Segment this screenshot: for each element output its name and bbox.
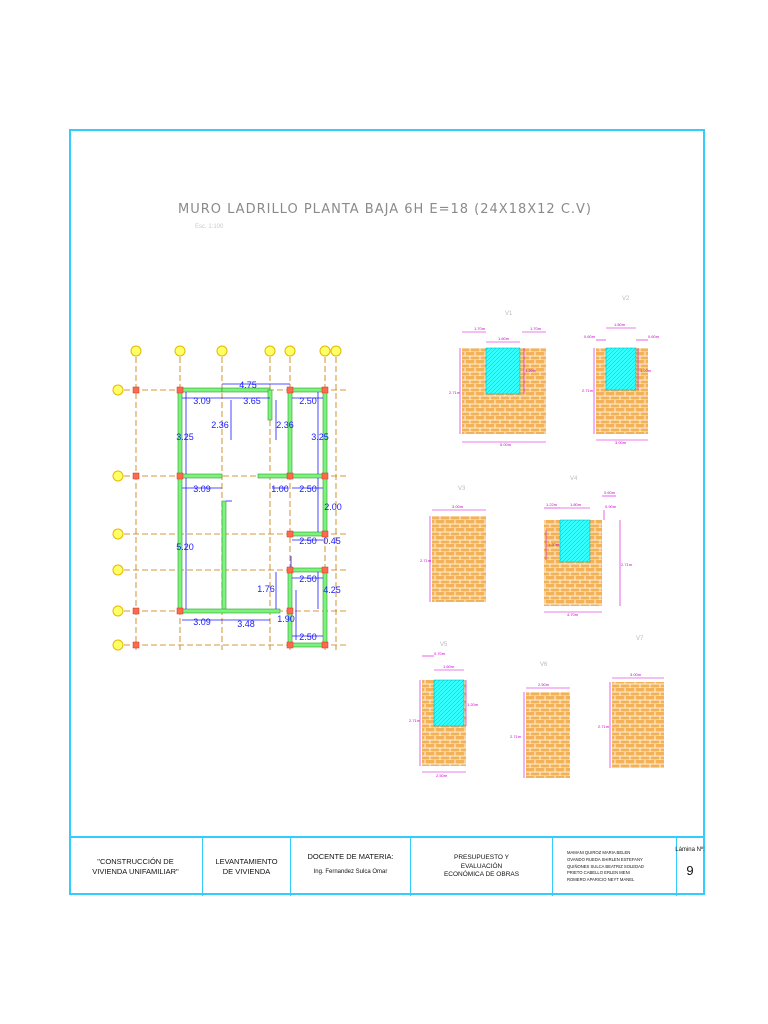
detail-dim: 1.70m (474, 326, 486, 331)
plan-scale-note: Esc. 1:100 (195, 224, 224, 230)
detail-label: V6 (540, 662, 548, 668)
detail-dim: 1.20m (548, 542, 560, 547)
sheet-cell (677, 838, 703, 896)
detail-dim: 2.71m (621, 562, 633, 567)
detail-dim: 1.80m (614, 322, 626, 327)
detail-dim: 2.71m (409, 718, 421, 723)
author-name: MAMANI QUIROZ MARIA BELEN (567, 850, 631, 856)
dim-label: 5.20 (176, 542, 194, 552)
dim-label: 2.36 (211, 420, 229, 430)
detail-label: V7 (636, 636, 644, 642)
detail-dim: 1.70m (530, 326, 542, 331)
authors-cell (553, 838, 677, 896)
detail-dim: 5.00m (500, 442, 512, 447)
detail-label: V3 (458, 486, 466, 492)
elevation-detail (409, 642, 479, 778)
detail-dim: 4.70m (567, 612, 579, 617)
dim-label: 2.50 (299, 396, 317, 406)
dim-label: 3.09 (193, 617, 211, 627)
floor-plan (113, 346, 346, 650)
dim-label: 2.50 (299, 632, 317, 642)
author-name: QUIÑONES SULCA BEATRIZ SOLEDAD (567, 863, 644, 869)
dim-label: 4.25 (323, 585, 341, 595)
sheet-number: 9 (686, 863, 694, 879)
plan-title: MURO LADRILLO PLANTA BAJA 6H E=18 (24X18X12 C.V) (178, 202, 592, 217)
dim-label: 3.09 (193, 484, 211, 494)
course-cell (411, 838, 553, 896)
detail-dim: 3.00m (630, 672, 642, 677)
dim-label: 3.48 (237, 619, 255, 629)
dim-label: 2.50 (299, 574, 317, 584)
detail-dim: 1.22m (546, 502, 558, 507)
dim-label: 1.00 (271, 484, 289, 494)
dim-label: 2.50 (299, 536, 317, 546)
detail-label: V2 (622, 296, 630, 302)
project-name: "CONSTRUCCIÓN DE VIVIENDA UNIFAMILIAR" (92, 856, 179, 876)
author-name: PRIETO CABELLO ERLEN MENI (567, 870, 630, 876)
detail-dim: 1.80m (570, 502, 582, 507)
elevation-detail (420, 486, 486, 602)
detail-dim: 2.50m (436, 773, 448, 778)
teacher-cell (291, 838, 411, 896)
detail-label: V5 (440, 642, 448, 648)
detail-label: V1 (505, 311, 513, 317)
detail-dim: 2.71m (449, 390, 461, 395)
detail-dim: 2.71m (582, 388, 594, 393)
detail-dim: 3.00m (452, 504, 464, 509)
dim-label: 3.25 (311, 432, 329, 442)
detail-dim: 1.20m (467, 702, 479, 707)
title-block (69, 836, 705, 895)
detail-dim: 1.20m (640, 368, 652, 373)
project-cell (69, 838, 203, 896)
detail-dim: 2.71m (598, 724, 610, 729)
dim-label: 0.45 (323, 536, 341, 546)
elevation-detail (449, 311, 546, 447)
dim-label: 2.50 (299, 484, 317, 494)
detail-dim: 1.60m (498, 336, 510, 341)
subject-name: LEVANTAMIENTO DE VIVIENDA (215, 856, 278, 876)
plan-dimensions (176, 380, 342, 642)
detail-label: V4 (570, 476, 578, 482)
dim-label: 1.76 (257, 584, 275, 594)
detail-dim: 2.71m (510, 734, 522, 739)
sheet-label: Lámina Nº: (675, 847, 705, 853)
teacher-label: DOCENTE DE MATERIA: (307, 852, 394, 861)
detail-dim: 1.60m (443, 664, 455, 669)
dim-label: 3.65 (243, 396, 261, 406)
elevation-detail (510, 662, 570, 778)
teacher-name: Ing. Fernandez Sulca Omar (313, 869, 388, 876)
dim-label: 1.90 (277, 614, 295, 624)
dim-label: 3.25 (176, 432, 194, 442)
elevation-detail (582, 296, 660, 445)
detail-dim: 0.70m (434, 651, 446, 656)
detail-dim: 0.90m (605, 504, 617, 509)
detail-dim: 1.20m (525, 368, 537, 373)
detail-dim: 3.00m (615, 440, 627, 445)
dim-label: 2.36 (276, 420, 294, 430)
author-name: ROMERO APARICIO NEYT MANEL (567, 877, 635, 883)
detail-dim: 2.71m (420, 558, 432, 563)
dim-label: 2.00 (324, 502, 342, 512)
course-name: PRESUPUESTO Y EVALUACIÓN ECONÓMICA DE OBRAS (443, 853, 520, 879)
detail-dim: 0.60m (584, 334, 596, 339)
detail-dim: 0.60m (648, 334, 660, 339)
dim-label: 3.09 (193, 396, 211, 406)
author-name: OVANDO RUEDA SHIRLEN ESTEFANY (567, 856, 643, 862)
elevation-detail (544, 476, 633, 617)
elevation-detail (598, 636, 664, 768)
subject-cell (203, 838, 291, 896)
detail-dim: 0.60m (604, 490, 616, 495)
dim-label: 4.75 (239, 380, 257, 390)
wall-elevations (409, 296, 664, 778)
detail-dim: 2.50m (538, 682, 550, 687)
